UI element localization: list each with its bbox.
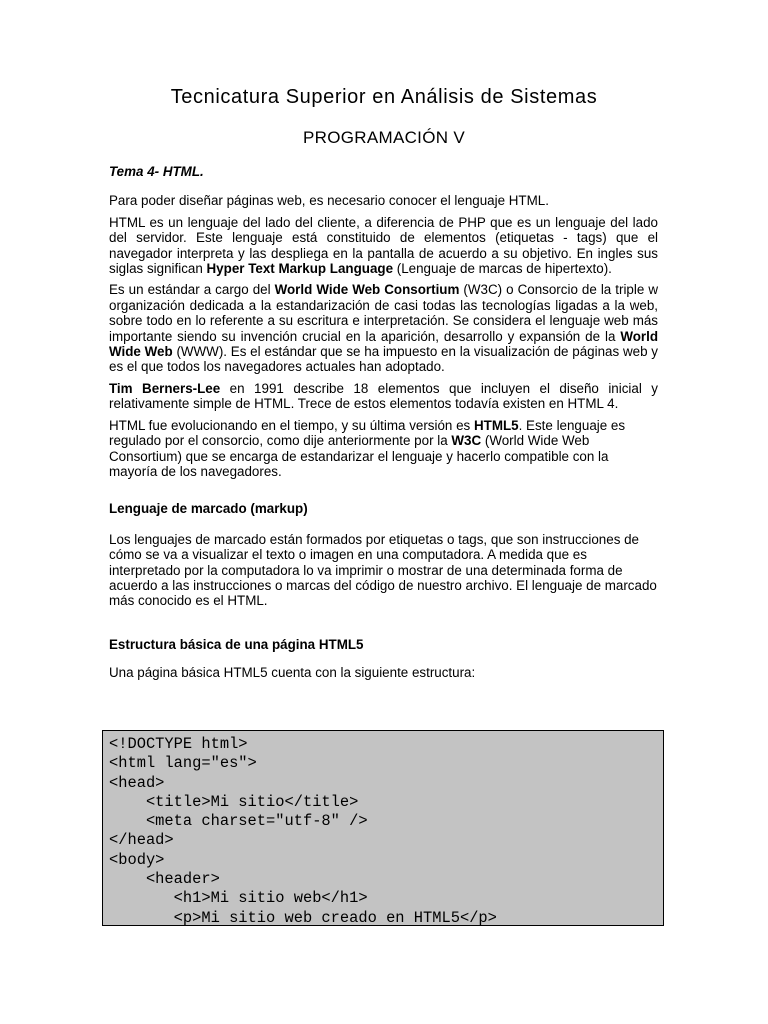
code-line: <head> [109,773,165,792]
code-line: <p>Mi sitio web creado en HTML5</p> [109,908,497,926]
structure-section-heading: Estructura básica de una página HTML5 [109,636,364,652]
markup-paragraph: Los lenguajes de marcado están formados por etiquetas o tags, que son instrucciones de cómo se va a visualizar el texto o imagen en una computadora. A medida que es interpretado por la computadora lo va imprimir o mostrar de una determinada forma de acuerdo a las instrucciones o marcas del código de nuestro archivo. El lenguaje de marcado más conocido es el HTML. [109,531,657,609]
text-run: (Lenguaje de marcas de hipertexto). [393,261,612,277]
text-run: (W3C) o Consorcio de la triple w organización dedicada a la estandarización de casi todas las tecnologías ligadas a la web, sobre todo en lo referente a su escritura e interpretación. Se considera el lenguaje web más importante siendo su invención crucial en la aparición, desarrollo y expansión de la [109,282,658,344]
structure-paragraph: Una página básica HTML5 cuenta con la siguiente estructura: [109,665,476,681]
course-title: PROGRAMACIÓN V [303,128,465,147]
code-block [102,730,664,926]
text-run: en 1991 describe 18 elementos que incluyen el diseño inicial y relativamente simple de HTML. Trece de estos elementos todavía existen en HTML 4. [109,380,659,412]
document-body [109,164,658,681]
bold-term: World Wide Web Consortium [274,282,460,298]
text-run: (WWW). Es el estándar que se ha impuesto en la visualización de páginas web y es el que todos los navegadores actuales han adoptado. [109,344,658,375]
history-paragraph [109,381,658,412]
html5-paragraph [109,418,658,480]
code-line: <meta charset="utf-8" /> [109,812,368,831]
intro-paragraph: Para poder diseñar páginas web, es necesario conocer el lenguaje HTML. [109,193,549,209]
bold-term: Tim Berners-Lee [109,380,221,396]
text-run: Es un estándar a cargo del [109,282,275,298]
code-line: <html lang="es"> [109,754,257,773]
text-run: . Este lenguaje es regulado por el consorcio, como dije anteriormente por la [109,417,626,449]
w3c-paragraph [109,282,658,374]
text-run: HTML es un lenguaje del lado del cliente, a diferencia de PHP que es un lenguaje del lado del servidor. Este lenguaje está constituido de elementos (etiquetas - tags) que el navegador interpreta y las despliega en la pantalla de acuerdo a su objetivo. En ingles sus siglas significan [109,214,658,277]
text-run: (World Wide Web Consortium) que se encarga de estandarizar el lenguaje y hacerlo compatible con la mayoría de los navegadores. [109,433,609,479]
institution-title: Tecnicatura Superior en Análisis de Sistemas [170,86,598,108]
code-line: <body> [109,850,165,869]
markup-section-heading: Lenguaje de marcado (markup) [109,501,308,517]
code-line: <!DOCTYPE html> [109,735,248,753]
bold-term: HTML5 [473,417,519,433]
bold-term: World Wide Web [109,328,658,360]
bold-term: Hyper Text Markup Language [206,261,394,277]
text-run: HTML fue evolucionando en el tiempo, y su última versión es [109,417,474,433]
topic-heading: Tema 4- HTML. [109,164,204,179]
bold-term: W3C [451,433,482,449]
code-line: </head> [109,831,174,850]
code-line: <header> [109,870,220,889]
html-definition-paragraph [109,215,658,277]
code-line: <h1>Mi sitio web</h1> [109,889,368,908]
code-line: <title>Mi sitio</title> [109,792,359,811]
